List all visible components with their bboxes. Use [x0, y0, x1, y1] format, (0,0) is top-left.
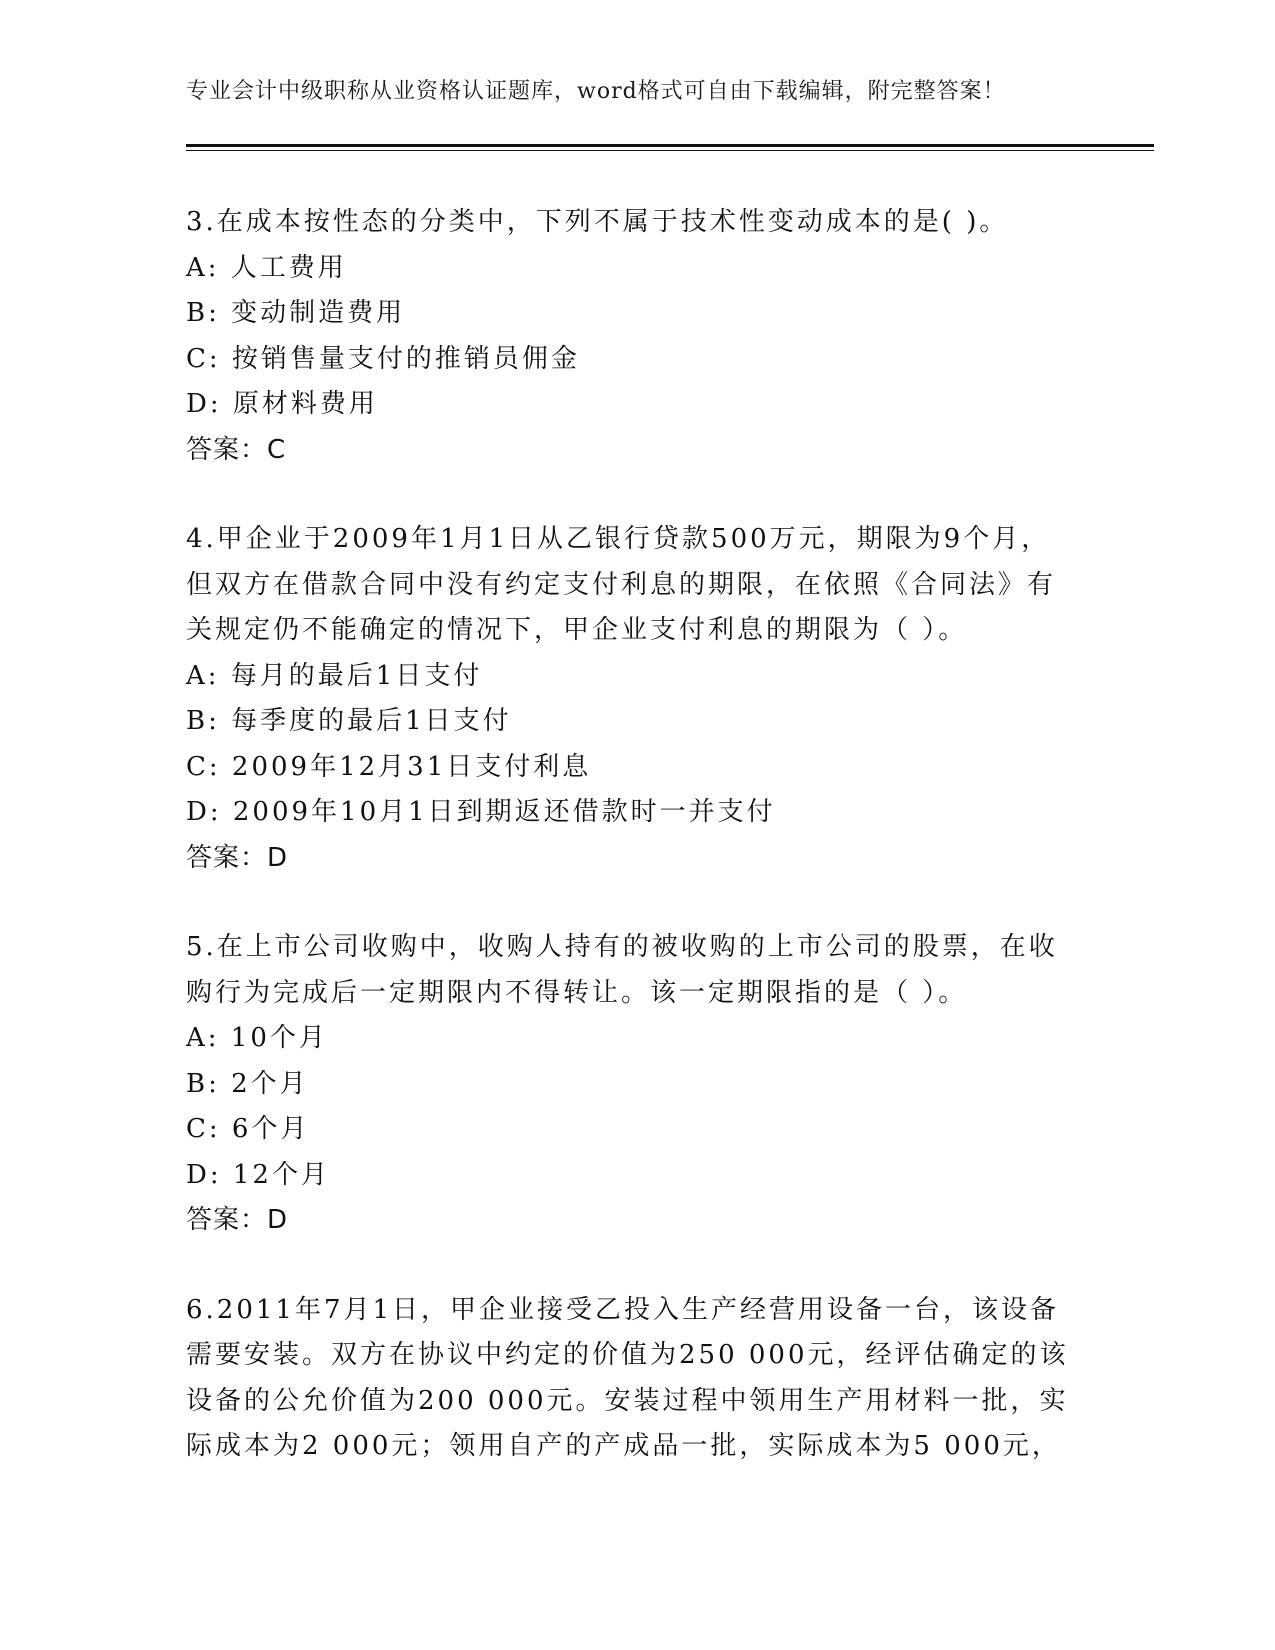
option-b: B: 2个月 [186, 1068, 309, 1099]
option-d: D: 原材料费用 [186, 389, 378, 419]
question-stem: 4.甲企业于2009年1月1日从乙银行贷款500万元，期限为9个月， [186, 524, 1051, 554]
option-d: D: 12个月 [186, 1159, 330, 1190]
question-stem: 购行为完成后一定期限内不得转让。该一定期限指的是（ ）。 [186, 977, 968, 1008]
question-stem: 需要安装。双方在协议中约定的价值为250 000元，经评估确定的该 [186, 1340, 1069, 1370]
option-a: A: 人工费用 [186, 252, 347, 283]
option-b: B: 变动制造费用 [186, 298, 406, 328]
header-rule-thick [186, 144, 1154, 147]
header-note: 专业会计中级职称从业资格认证题库，word格式可自由下载编辑，附完整答案！ [186, 79, 1006, 104]
question-stem: 际成本为2 000元；领用自产的产成品一批，实际成本为5 000元， [186, 1431, 1061, 1461]
option-c: C: 2009年12月31日支付利息 [186, 751, 592, 782]
option-c: C: 按销售量支付的推销员佣金 [186, 343, 580, 374]
question-stem: 但双方在借款合同中没有约定支付利息的期限，在依照《合同法》有 [186, 569, 1057, 600]
question-4 [186, 517, 1086, 881]
question-stem: 设备的公允价值为200 000元。安装过程中领用生产用材料一批，实 [186, 1385, 1069, 1416]
option-a: A: 10个月 [186, 1023, 328, 1053]
question-stem: 5.在上市公司收购中，收购人持有的被收购的上市公司的股票，在收 [186, 932, 1058, 962]
answer: 答案：D [186, 842, 289, 873]
question-stem: 3.在成本按性态的分类中，下列不属于技术性变动成本的是( )。 [186, 207, 1009, 237]
question-list [186, 200, 1086, 1514]
question-3 [186, 200, 1086, 473]
question-stem: 关规定仍不能确定的情况下，甲企业支付利息的期限为（ ）。 [186, 615, 968, 645]
answer: 答案：D [186, 1205, 289, 1235]
question-6 [186, 1288, 1086, 1470]
option-c: C: 6个月 [186, 1114, 310, 1144]
option-a: A: 每月的最后1日支付 [186, 660, 483, 691]
question-5 [186, 925, 1086, 1244]
question-stem: 6.2011年7月1日，甲企业接受乙投入生产经营用设备一台，该设备 [186, 1294, 1060, 1325]
answer: 答案：C [186, 434, 287, 465]
option-b: B: 每季度的最后1日支付 [186, 706, 512, 736]
header-rule-thin [186, 150, 1154, 151]
option-d: D: 2009年10月1日到期返还借款时一并支付 [186, 797, 776, 827]
